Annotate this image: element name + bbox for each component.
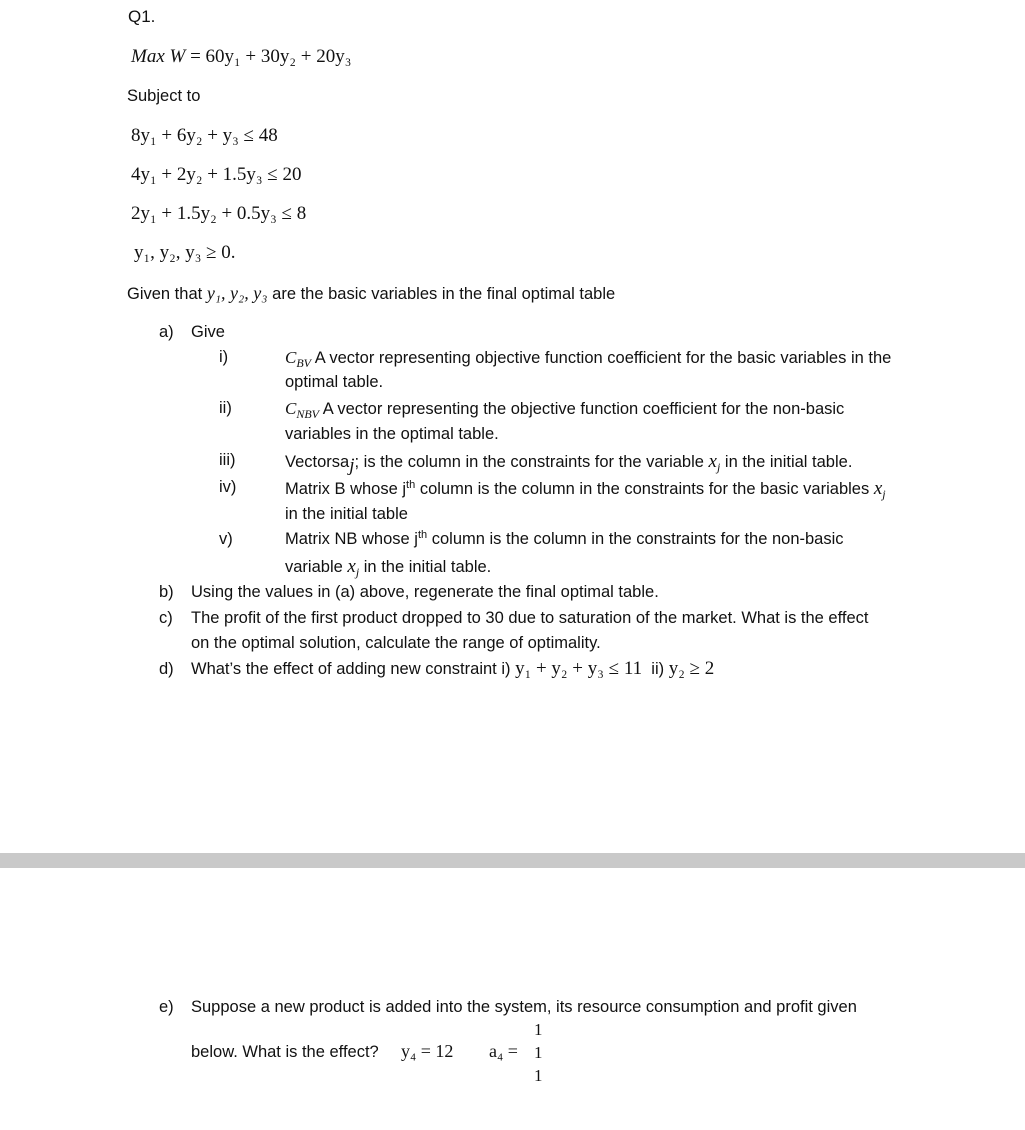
part-c-label: c) [159,609,173,627]
part-d-separator: ii) [651,660,665,678]
item-iv-post: column is the column in the constraints for the basic variables [419,480,870,498]
a4-label: a₄ = [489,1041,518,1061]
item-ii-line1 [285,399,844,419]
item-iii-middle: ; is the column in the constraints for the variable [354,453,704,471]
vector-a4-entry-3: 1 [534,1066,543,1085]
item-v-superscript: th [417,529,428,541]
subject-to-label: Subject to [127,87,201,105]
item-ii-line2: variables in the optimal table. [285,425,499,443]
constraint-1: 8y₁ + 6y₂ + y₃ ≤ 48 [131,125,278,146]
item-i-number: i) [219,348,229,366]
item-i-line1 [285,348,891,368]
item-i-line2: optimal table. [285,373,384,391]
objective-prefix: Max W [131,46,186,67]
part-d-label: d) [159,660,174,678]
part-a-text: Give [191,323,225,341]
part-c-line2: on the optimal solution, calculate the range of optimality. [191,634,601,652]
part-e-label: e) [159,998,174,1016]
item-iv-line2: in the initial table [285,505,408,523]
x-j-variable: $x_j$ [708,451,721,474]
item-v-line1 [285,530,844,549]
item-iv-superscript: th [406,479,416,491]
x-j-variable: $x_j$ [873,478,886,501]
vectors-subscript: j [349,455,355,476]
page-divider [0,853,1025,868]
objective-function [131,46,351,68]
item-i-text: A vector representing objective function coefficient for the basic variables in the [314,349,892,367]
part-c-line1: The profit of the first product dropped to 30 due to saturation of the market. What is the effect [191,609,869,627]
c-bv-symbol: $C_{BV}$ [285,348,312,370]
vector-a4-entry-1: 1 [534,1020,543,1039]
item-v-line2 [285,556,491,578]
part-a-label: a) [159,323,174,341]
given-before: Given that [127,285,203,303]
given-variables: y₁, y₂, y₃ [206,283,268,303]
part-d-text: What’s the effect of adding new constraint i) [191,660,511,678]
vector-a4-entry-2: 1 [534,1043,543,1062]
item-ii-text: A vector representing the objective function coefficient for the non-basic [322,400,845,418]
item-iv-number: iv) [219,478,237,496]
part-e-line1: Suppose a new product is added into the system, its resource consumption and profit given [191,998,857,1016]
y4-value: y₄ = 12 [401,1041,454,1061]
item-v-post: column is the column in the constraints for the non-basic [431,530,844,548]
given-after: are the basic variables in the final optimal table [272,285,616,303]
constraint-2: 4y₁ + 2y₂ + 1.5y₃ ≤ 20 [131,164,302,185]
nonnegativity-constraint: y₁, y₂, y₃ ≥ 0. [134,242,236,263]
constraint-3: 2y₁ + 1.5y₂ + 0.5y₃ ≤ 8 [131,203,307,224]
item-v-line2-pre: variable [285,558,343,576]
item-v-pre: Matrix NB whose j [285,530,418,548]
given-statement [127,283,615,304]
item-v-line2-post: in the initial table. [363,558,492,576]
new-constraint-2: y₂ ≥ 2 [668,658,715,679]
item-iii-number: iii) [219,451,236,469]
item-v-number: v) [219,530,233,548]
part-b-text: Using the values in (a) above, regenerate the final optimal table. [191,583,659,601]
item-iv-pre: Matrix B whose j [285,480,407,498]
question-label: Q1. [128,7,156,26]
item-iv-line1 [285,478,886,500]
part-e-line2: below. What is the effect? [191,1043,379,1061]
part-b-label: b) [159,583,174,601]
x-j-variable: $x_j$ [347,556,360,579]
c-nbv-symbol: $C_{NBV}$ [285,399,320,421]
item-ii-number: ii) [219,399,232,417]
objective-expression: = 60y₁ + 30y₂ + 20y₃ [190,46,352,67]
part-d-line [191,658,714,680]
item-iii-post: in the initial table. [724,453,853,471]
item-iii-line1 [285,451,853,476]
vectors-text: Vectorsa [285,453,350,471]
new-constraint-1: y₁ + y₂ + y₃ ≤ 11 [515,658,643,679]
